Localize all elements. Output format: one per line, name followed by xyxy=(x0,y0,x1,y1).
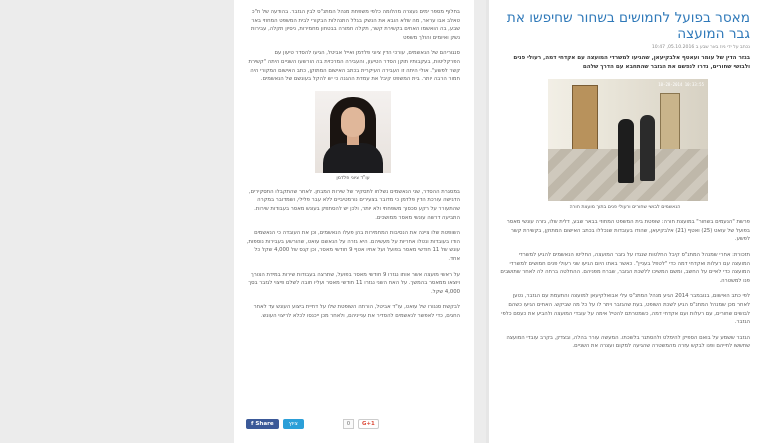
google-plus-button[interactable]: G+1 xyxy=(358,419,379,429)
article-byline: נכתב על ידי ניוז באר שבע ב 05.10.2016, 10:47 xyxy=(651,45,750,50)
continuation-paragraph: בחלוף מספר ימים נעצרה מהלומה כלפי משפחת מנהל המתנ"ס לבין הגזבר. בהודעה של ח"כ טאלב אבו עראר, מה שלא הובא את הנשק בגלל התנהלות הבקורי לבית המשפט המחוזי באר שבע, בה הואשמו האחים בקשירת קשר, תקלה חמורה בבטחון מחמירות, ניסיון תקלה, עבירות נשק ואיומים והולך משפט xyxy=(250,9,460,41)
photo-figure-2 xyxy=(640,115,655,181)
portrait-body xyxy=(323,143,383,173)
article-lead: בגזר הדין של עומר ועאטף אלבקיעאן, שהגיעו למשרדי המועצה עם אקדחי דמה, רעולי פנים ולבושי שחורים, נדרו לנפשם את הגזבר שהתחבא עם הדרך שלהם xyxy=(513,55,750,70)
continuation-paragraph: סנגוריהם של הנאשמים, עורכי הדין ציוני פלדמן ואייל אביטל, הגיעו להסדר טיעון עם הפרקליטות, בעקבותיו תוקן הסדר הטיעון, והעבירה המרכזית בה הורשעו השניים היתה "קשירת קשר לפשע". אולי היתה זו העבירה העיקרית בכתב האישום המתוקן, כתב האישום המקורי היה חמור הרבה יותר. בית המשפט קיבל את עמדת ההגנה כי יש להקל בעונשם של הנאשמים. xyxy=(248,50,460,83)
article-column xyxy=(486,0,760,443)
portrait-face xyxy=(341,107,365,137)
photo-caption: הנאשמים לבושי שחורים ורעולי פנים בתוך מועצת חורה xyxy=(569,205,681,211)
lawyer-portrait xyxy=(315,91,391,173)
share-bar xyxy=(246,419,379,429)
continuation-paragraph: במסגרת ההסדר, שני הנאשמים נשלחו לתסקיר של שירות המבחן. לאחר שהתקבלו התסקירים, הדגישה עורכת הדין פלדמן כי מדובר בצעירים נורמטיביים ללא עבר פלילי, ושמדובר במקרה שהתעורר על רקע סכסוך משפחתי ולא יותר, ולכן יש להסתפק בעונש מאסר בעבודות שירות. התביעה דרשה עונשי מאסר ממושכים. xyxy=(248,188,460,221)
photo-door-2 xyxy=(660,93,680,157)
share-count: 0 xyxy=(343,419,354,429)
photo-timestamp: 10-28-2014 10:33:55 xyxy=(658,82,704,88)
article-paragraph: לפי כתב האישום, בנובמבר 2014 הגיע מנהל המתנ"ס עלי אבואלקיעאן למועצה והתעמת עם הגזבר, נטען לאחר מכן שמנהל המתנ"ס הגיע לשכת השופט, בעת שהגזבר ויתר לו על כל מה שביקש. האחים הגיעו כשהם לבושים שחורים, עם רעלות ועם אקדחי דמה, כשמטרתם להטיל אימה על עובדי המועצה ולהביע את כעסם כלפי הגזבר. xyxy=(501,293,750,326)
continuation-paragraph: על ראשי מועצה אשר אותו נגזרו 9 חודשי מאסר בפועל, שתרצה בעבודות שירות במידת הצורך ויוצאו ממאסר בהמשך. על האח השני נגזרו 11 חודשי מאסר ועליו חובה לשלם פיצוי לגזבר בסך 4,000 שקל. xyxy=(248,271,460,295)
article-title[interactable]: מאסר בפועל לחמושים בשחור שחיפשו את גבר המועצה xyxy=(506,10,750,42)
article-paragraph: פרשת "הנעמים בשחור" במועצת חורה: שופטת בית המשפט המחוזי בבאר שבע, דלית שלו, גזרה עונשי מאסר בפועל של עואט (25) ואטף (21) אלבקיעאן, שהודו בעובדות שנכללו בכתב האישום המתוקן, בקשירת קשר לפשע. xyxy=(506,219,750,243)
portrait-caption: עו"ד ציוני פלדמן xyxy=(336,175,370,181)
continuation-paragraph: השופטת שלו ציינה את הנסיבות המחמירות בהן פעלו הנאשמים, וכן את העובדה כי הנאשמים הודו בעובדות ונטלו אחריות על מעשיהם. היא גזרה על הנאשם עואט, שהורשע בעבירות נוספות, עונש של 11 חודשי מאסר בפועל ועל אחיו אטף 9 חודשי מאסר, וכן קנס של 4,000 שקל כל אחד. xyxy=(246,230,460,262)
facebook-share-button[interactable]: f Share xyxy=(246,419,279,429)
continuation-paragraph: לבקשת סנגורו של עואט, עו"ד אביטל, הורתה השופטת שלו על דחיית ביצוע העונש עד לאחר החגים, כדי לאפשר לנאשמים להסדיר את ענייניהם, ולאחר מכן ייכנסו לכלא לריצוי העונש. xyxy=(253,304,460,319)
surveillance-photo xyxy=(548,79,708,201)
photo-figure-1 xyxy=(618,119,634,183)
article-paragraph: תזכורת: אחרי שמנהל המתנ"ס קיבל החלטות שנגדו על גזבר המועצה, החליטו הנאשמים להגיע למשרדי המועצה עם רעלות ואקדחי דמה כדי "לטפל בעניין". כאשר באתו היום הגיעו שני רעולי פנים חמושים למשרדי המועצה כדי לאיים על החשב, ומשם המשיכו ללשכת הגזבר, שברח מפניהם. ההחלטה ברחה לה לאחר שתושבים פנו למשטרה. xyxy=(500,251,750,284)
twitter-share-button[interactable]: ציוץ xyxy=(283,419,304,429)
continuation-column xyxy=(234,0,474,443)
article-paragraph: הגזבר ששמע על בואם הספיק להימלט ולהסתגר בלשכתו. המעשה עורר בהלה, ובצדק, בקרב עובדי המועצה שחששו לחייהם ופנו לבקש עזרה מהמשטרה שהגיעה למקום ועצרה את השניים. xyxy=(506,334,750,350)
